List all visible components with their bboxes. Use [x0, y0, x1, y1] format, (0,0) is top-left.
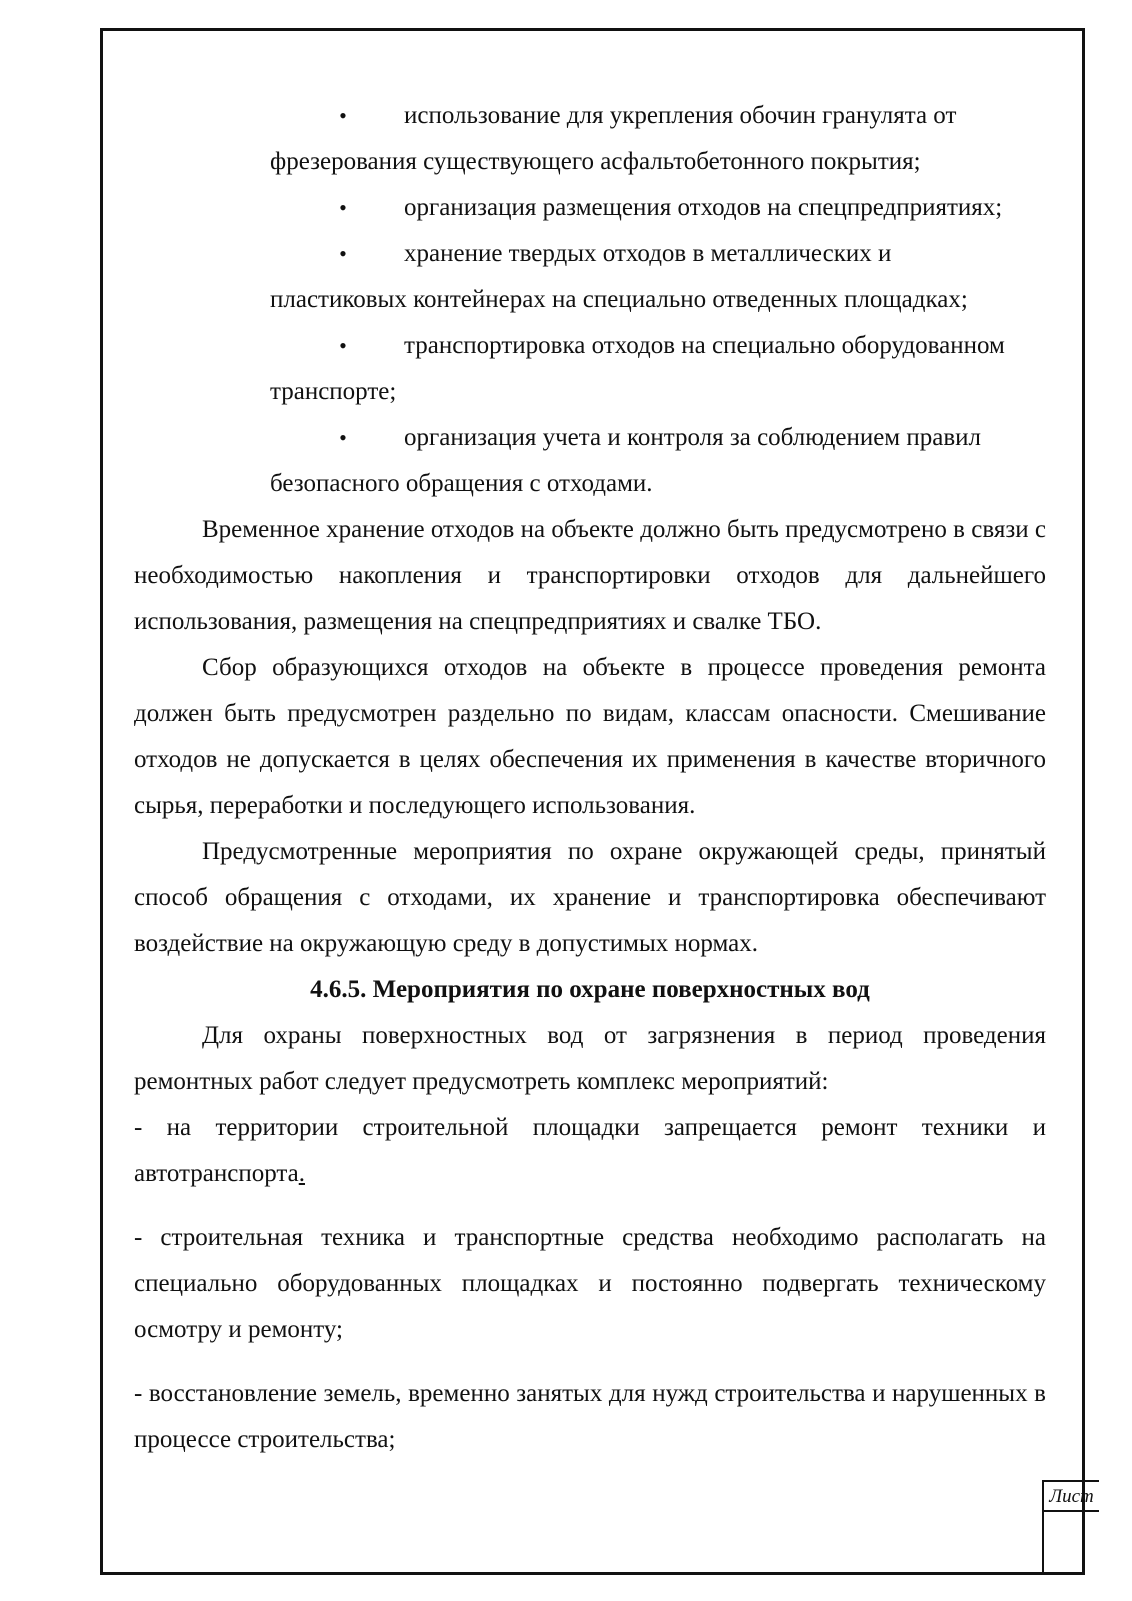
list-item	[270, 185, 1046, 231]
bullet-icon: •	[339, 333, 347, 358]
paragraph: Временное хранение отходов на объекте должно быть предусмотрено в связи с необходимостью накопления и транспортировки отходов для дальнейшего использования, размещения на спецпредприятиях и свалке ТБО.	[134, 516, 1046, 635]
document-body	[134, 93, 1046, 1463]
list-item-continuation: фрезерования существующего асфальтобетонного покрытия;	[270, 148, 921, 175]
list-item	[270, 323, 1046, 369]
list-item-text: использование для укрепления обочин гранулята от	[404, 102, 957, 129]
bullet-icon: •	[339, 425, 347, 450]
list-item-continuation: пластиковых контейнерах на специально отведенных площадках;	[270, 286, 968, 313]
section-intro: Для охраны поверхностных вод от загрязнения в период проведения ремонтных работ следует предусмотреть комплекс мероприятий:	[134, 1022, 1046, 1095]
list-item-text: организация размещения отходов на спецпредприятиях;	[404, 194, 1003, 221]
list-item-continuation: безопасного обращения с отходами.	[270, 470, 653, 497]
list-item-text: организация учета и контроля за соблюдением правил	[404, 424, 982, 451]
section-heading: 4.6.5. Мероприятия по охране поверхностных вод	[310, 976, 870, 1003]
list-item-text: транспортировка отходов на специально оборудованном	[404, 332, 1005, 359]
paragraph: Предусмотренные мероприятия по охране окружающей среды, принятый способ обращения с отходами, их хранение и транспортировка обеспечивают воздействие на окружающую среду в допустимых нормах.	[134, 838, 1046, 957]
sheet-label: Лист	[1044, 1482, 1099, 1512]
list-item	[270, 231, 1046, 277]
list-item	[270, 415, 1046, 461]
bullet-icon: •	[339, 195, 347, 220]
dash-list-item: - восстановление земель, временно занятых для нужд строительства и нарушенных в процессе строительства;	[134, 1380, 1046, 1453]
dash-list-item	[134, 1105, 1046, 1197]
paragraph: Сбор образующихся отходов на объекте в процессе проведения ремонта должен быть предусмотрен раздельно по видам, классам опасности. Смешивание отходов не допускается в целях обеспечения их применения в качестве вторичного сырья, переработки и последующего использования.	[134, 654, 1046, 819]
sheet-number	[1044, 1512, 1099, 1573]
list-item-text: хранение твердых отходов в металлических и	[404, 240, 892, 267]
list-item	[270, 93, 1046, 139]
bullet-icon: •	[339, 103, 347, 128]
dash-list-item: - строительная техника и транспортные средства необходимо располагать на специально оборудованных площадках и постоянно подвергать техническому осмотру и ремонту;	[134, 1224, 1046, 1343]
dash-list-item-text: - на территории строительной площадки запрещается ремонт техники и автотранспорта	[134, 1114, 1046, 1187]
bullet-icon: •	[339, 241, 347, 266]
title-block	[1042, 1480, 1099, 1575]
list-item-continuation: транспорте;	[270, 378, 397, 405]
dash-list-item-end: .	[298, 1160, 305, 1187]
